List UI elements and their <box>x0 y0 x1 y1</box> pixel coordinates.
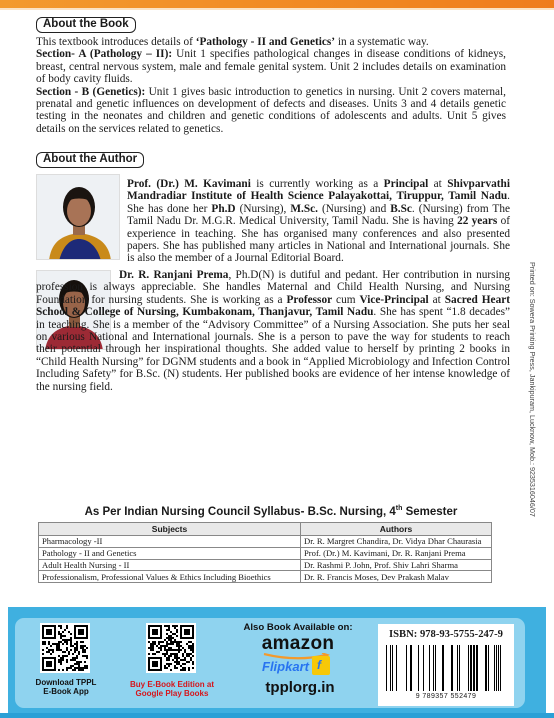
flipkart-bag-letter: f <box>317 658 321 672</box>
table-header-authors: Authors <box>301 523 492 536</box>
author2-institute: Sacred Heart School & College of Nursing, Kumbakonam, Thanjavur, Tamil Nadu <box>36 293 510 319</box>
barcode-icon <box>384 645 508 693</box>
table-cell-authors: Prof. (Dr.) M. Kavimani, Dr. R. Ranjani Prema <box>301 547 492 559</box>
author2-bio <box>36 269 510 393</box>
author1-text: . She has done her <box>127 190 510 215</box>
table-cell-subject: Professionalism, Professional Values & Ethics Including Bioethics <box>39 571 301 583</box>
table-cell-authors: Dr. Rashmi P. John, Prof. Shiv Lahri Sharma <box>301 559 492 571</box>
section-b-text: Unit 1 gives basic introduction to genetics in nursing. Unit 2 covers maternal, prenatal and genetic influences on development of defects and diseases. Units 3 and 4 details genetic testing in the neonates and children and genetic conditions of adolescents and adults. Unit 5 gives details on the services related to genetics. <box>36 85 506 135</box>
qr-code-icon <box>148 625 194 671</box>
table-cell-subject: Pharmacology -II <box>39 536 301 548</box>
qr2-label-line2: Google Play Books <box>135 689 209 698</box>
qr2-label <box>124 680 220 698</box>
author1-degree: B.Sc <box>390 202 412 215</box>
printer-note: Printed on: Sowera Printing Press, Jankipuram, Lucknow, Mob.: 9235316046/07 <box>528 262 537 517</box>
author1-text: (Nursing) and <box>317 202 391 215</box>
about-author-heading: About the Author <box>36 152 144 168</box>
author1-text: . (Nursing) from The Tamil Nadu Dr. M.G.R. Medical University, Tamil Nadu. She is having <box>127 202 510 228</box>
about-book-heading: About the Book <box>36 17 136 33</box>
author2-text: . She has spent “1.8 decades” in teaching. She is a member of the “Advisory Committee” of a Nursing Association. She puts her seal on various National and International journals. She is a person to pave the way for students to reach their potential through her inspirational thoughts. She added value to herself by printing 2 books in “Child Health Nursing” for DGNM students and a book in “Applied Microbiology and Infection Control Including Safety” for B.Sc. (N) students. Her published books are evidence of her intense knowledge of the nursing field. <box>36 306 510 393</box>
qr1-label <box>28 678 104 696</box>
section-b-label: Section - B (Genetics): <box>36 85 146 98</box>
google-play-qr-code[interactable] <box>146 623 196 673</box>
footer-bottom-strip <box>0 713 554 718</box>
also-available-label: Also Book Available on: <box>243 622 353 633</box>
barcode-digits: 9 789357 552479 <box>415 693 477 700</box>
author1-degree: Ph.D <box>211 202 236 215</box>
flipkart-logo[interactable]: Flipkart <box>262 659 309 674</box>
author2-name: Dr. R. Ranjani Prema <box>119 269 229 281</box>
table-header-row <box>39 523 492 536</box>
table-cell-authors: Dr. R. Margret Chandira, Dr. Vidya Dhar Chaurasia <box>301 536 492 548</box>
website-link[interactable]: tpplorg.in <box>265 679 335 696</box>
author2-position: Professor <box>286 293 333 306</box>
author1-photo <box>36 174 120 260</box>
syllabus-title-text: As Per Indian Nursing Council Syllabus- B.Sc. Nursing, 4 <box>84 505 396 518</box>
top-orange-strip <box>0 0 554 8</box>
author1-institute: Shivparvathi Mandradiar Institute of Health Science Palayakottai, Tiruppur, Tamil Nadu <box>127 178 510 203</box>
syllabus-title <box>36 505 506 518</box>
author2-text: at <box>428 293 445 306</box>
author1-position: Principal <box>383 178 429 190</box>
table-header-subjects: Subjects <box>39 523 301 536</box>
flipkart-bag-icon <box>312 656 330 675</box>
author1-name: Prof. (Dr.) M. Kavimani <box>127 178 251 190</box>
amazon-logo[interactable]: amazon <box>261 633 335 654</box>
author1-text: at <box>428 178 448 190</box>
syllabus-title-end: Semester <box>402 505 458 518</box>
table-cell-authors: Dr. R. Francis Moses, Dev Prakash Malav <box>301 571 492 583</box>
author2-position: Vice-Principal <box>359 293 429 306</box>
intro-text-end: in a systematic way. <box>335 36 429 48</box>
author1-text: is currently working as a <box>250 178 384 190</box>
qr1-label-line2: E-Book App <box>43 687 89 696</box>
author1-text: (Nursing), <box>235 202 291 215</box>
qr2-label-line1: Buy E-Book Edition at <box>130 680 214 689</box>
table-row <box>39 559 492 571</box>
table-row <box>39 547 492 559</box>
table-cell-subject: Pathology - II and Genetics <box>39 547 301 559</box>
author2-text: cum <box>332 293 360 306</box>
intro-bold-title: ‘Pathology - II and Genetics’ <box>195 36 336 48</box>
qr-code-icon <box>42 625 88 671</box>
section-a-label: Section- A (Pathology – II): <box>36 48 173 61</box>
isbn-label: ISBN: 978-93-5755-247-9 <box>389 629 503 640</box>
intro-text: This textbook introduces details of <box>36 36 196 48</box>
subjects-table <box>38 522 492 583</box>
qr1-label-line1: Download TPPL <box>35 678 97 687</box>
author1-experience: 22 years <box>457 215 498 228</box>
about-book-text <box>36 36 506 135</box>
table-cell-subject: Adult Health Nursing - II <box>39 559 301 571</box>
section-a-text: Unit 1 specifies pathological changes in disease conditions of kidneys, breast, central nervous system, male and female genital system. Unit 2 includes details on examination of body cavity fluids. <box>36 48 507 86</box>
table-row <box>39 571 492 583</box>
author1-text: of experience in teaching. She has organised many conferences and also presented papers. She has published many articles in National and International journals. She is also the member of a Journal Editorial Board. <box>127 215 511 265</box>
tppl-app-qr-code[interactable] <box>40 623 90 673</box>
author1-bio <box>127 178 510 265</box>
top-strip-highlight <box>0 8 554 10</box>
author1-degree: M.Sc. <box>290 202 318 215</box>
table-row <box>39 536 492 548</box>
syllabus-superscript: th <box>395 505 403 512</box>
author2-text: , Ph.D(N) is dutiful and pedant. Her contribution in nursing profession is always appreciable. She handles Maternal and Child Health Nursing, and Nursing Foundation for nursing students. She is working as a <box>36 269 511 306</box>
